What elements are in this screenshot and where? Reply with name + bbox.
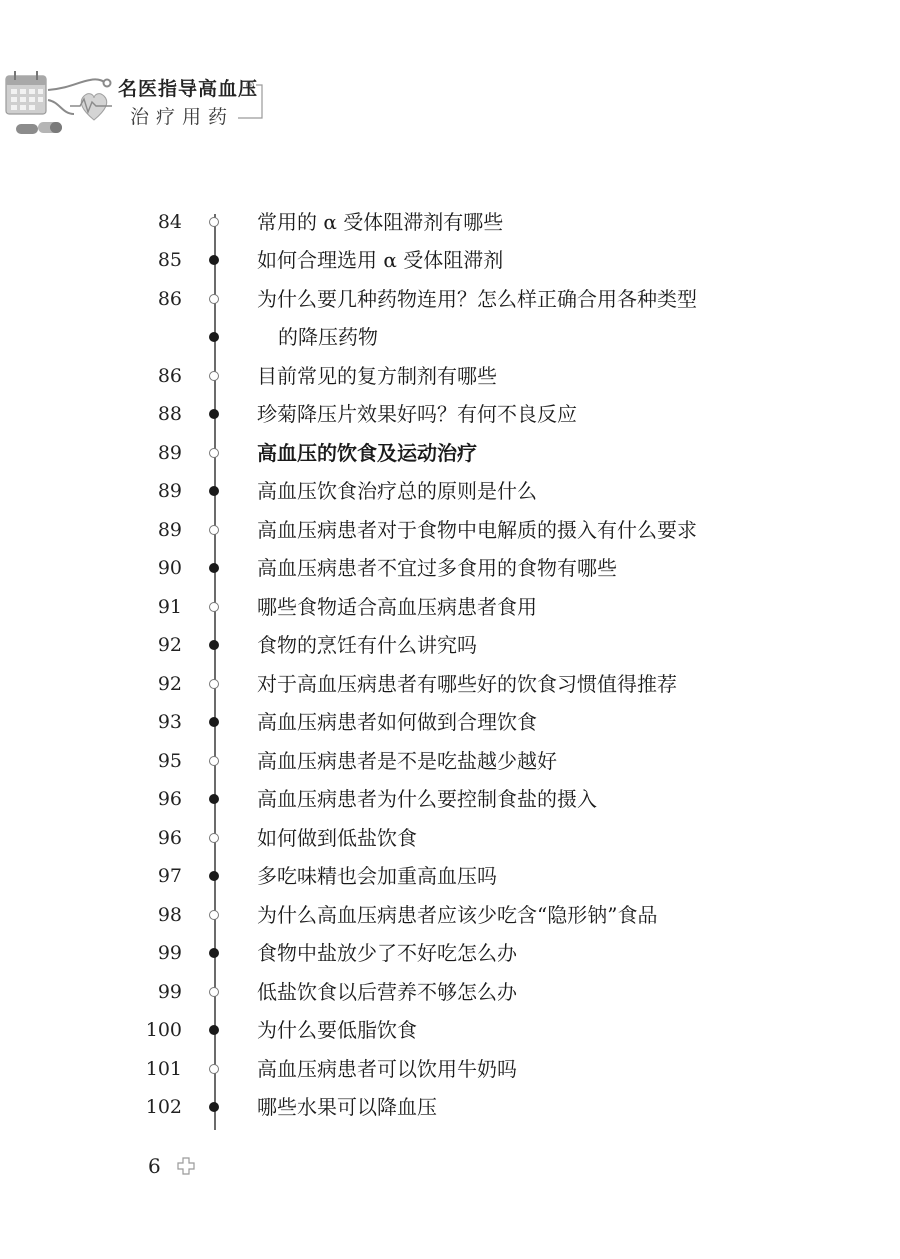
filled-dot-icon <box>209 717 219 727</box>
hollow-dot-icon <box>209 294 219 304</box>
toc-entry-title: 高血压饮食治疗总的原则是什么 <box>257 479 537 503</box>
toc-entry-title: 常用的 α 受体阻滞剂有哪些 <box>257 210 504 234</box>
toc-entry-title: 目前常见的复方制剂有哪些 <box>257 364 497 388</box>
toc-page-number: 93 <box>157 711 182 733</box>
toc-entry[interactable] <box>0 1050 900 1088</box>
toc-entry-title: 高血压病患者如何做到合理饮食 <box>257 710 537 734</box>
toc-page-number: 89 <box>157 519 182 541</box>
toc-entry[interactable] <box>0 203 900 241</box>
toc-entry[interactable] <box>0 357 900 395</box>
toc-entry-title: 为什么要低脂饮食 <box>257 1018 417 1042</box>
toc-page-number: 88 <box>157 403 182 425</box>
toc-page-number: 100 <box>145 1019 182 1041</box>
toc-page-number: 102 <box>145 1096 182 1118</box>
toc-page-number: 97 <box>157 865 182 887</box>
toc-entry[interactable] <box>0 588 900 626</box>
hollow-dot-icon <box>209 833 219 843</box>
toc-page-number: 99 <box>157 981 182 1003</box>
toc-entry[interactable] <box>0 472 900 510</box>
filled-dot-icon <box>209 640 219 650</box>
toc-entry-title: 珍菊降压片效果好吗？有何不良反应 <box>257 402 577 426</box>
hollow-dot-icon <box>209 987 219 997</box>
toc-page-number: 90 <box>157 557 182 579</box>
plus-icon <box>177 1157 195 1175</box>
filled-dot-icon <box>209 871 219 881</box>
toc-entry-title: 哪些水果可以降血压 <box>257 1095 437 1119</box>
hollow-dot-icon <box>209 448 219 458</box>
hollow-dot-icon <box>209 679 219 689</box>
filled-dot-icon <box>209 1025 219 1035</box>
book-subtitle: 治疗用药 <box>130 106 235 128</box>
toc-entry-title: 高血压病患者为什么要控制食盐的摄入 <box>257 787 597 811</box>
toc-entry[interactable] <box>0 703 900 741</box>
filled-dot-icon <box>209 486 219 496</box>
toc-page-number: 98 <box>157 904 182 926</box>
toc-entry[interactable] <box>0 626 900 664</box>
toc-page-number: 86 <box>157 288 182 310</box>
toc-page-number: 84 <box>157 211 182 233</box>
toc-page-number: 92 <box>157 673 182 695</box>
toc-entry-title: 为什么要几种药物连用？怎么样正确合用各种类型 <box>257 287 697 311</box>
toc-entry-title: 食物中盐放少了不好吃怎么办 <box>257 941 517 965</box>
hollow-dot-icon <box>209 602 219 612</box>
toc-entry-continuation[interactable] <box>0 318 900 356</box>
toc-entry[interactable] <box>0 280 900 318</box>
toc-entry[interactable] <box>0 665 900 703</box>
hollow-dot-icon <box>209 756 219 766</box>
hollow-dot-icon <box>209 525 219 535</box>
toc-entry-title: 如何做到低盐饮食 <box>257 826 417 850</box>
toc-entry[interactable] <box>0 549 900 587</box>
toc-page-number: 89 <box>157 442 182 464</box>
toc-entry-title: 如何合理选用 α 受体阻滞剂 <box>257 248 504 272</box>
toc-section-heading[interactable] <box>0 434 900 472</box>
toc-entry[interactable] <box>0 973 900 1011</box>
toc-entry[interactable] <box>0 1088 900 1126</box>
toc-entry[interactable] <box>0 395 900 433</box>
toc-entry[interactable] <box>0 241 900 279</box>
toc-entry[interactable] <box>0 896 900 934</box>
book-title: 名医指导高血压 <box>118 78 259 100</box>
toc-entry[interactable] <box>0 780 900 818</box>
toc-entry-title: 高血压病患者可以饮用牛奶吗 <box>257 1057 517 1081</box>
toc-entry-title: 对于高血压病患者有哪些好的饮食习惯值得推荐 <box>257 672 677 696</box>
toc-entry-title: 高血压病患者是不是吃盐越少越好 <box>257 749 557 773</box>
toc-entry-title: 多吃味精也会加重高血压吗 <box>257 864 497 888</box>
toc-page-number: 91 <box>157 596 182 618</box>
toc-page-number: 99 <box>157 942 182 964</box>
hollow-dot-icon <box>209 1064 219 1074</box>
page-number: 6 <box>148 1154 161 1178</box>
toc-section-title: 高血压的饮食及运动治疗 <box>257 441 477 465</box>
filled-dot-icon <box>209 948 219 958</box>
toc-page-number: 101 <box>145 1058 182 1080</box>
toc-entry-title: 的降压药物 <box>278 325 378 349</box>
toc-entry[interactable] <box>0 857 900 895</box>
hollow-dot-icon <box>209 217 219 227</box>
hollow-dot-icon <box>209 910 219 920</box>
toc-entry[interactable] <box>0 742 900 780</box>
filled-dot-icon <box>209 332 219 342</box>
toc-entry-title: 哪些食物适合高血压病患者食用 <box>257 595 537 619</box>
toc-page-number: 85 <box>157 249 182 271</box>
filled-dot-icon <box>209 1102 219 1112</box>
toc-entry-title: 高血压病患者不宜过多食用的食物有哪些 <box>257 556 617 580</box>
toc-page-number: 86 <box>157 365 182 387</box>
toc-entry-title: 低盐饮食以后营养不够怎么办 <box>257 980 517 1004</box>
toc-entry[interactable] <box>0 1011 900 1049</box>
toc-entry-title: 为什么高血压病患者应该少吃含“隐形钠”食品 <box>257 903 658 927</box>
toc-page-number: 95 <box>157 750 182 772</box>
toc-page-number: 92 <box>157 634 182 656</box>
toc-page-number: 89 <box>157 480 182 502</box>
toc-entry-title: 高血压病患者对于食物中电解质的摄入有什么要求 <box>257 518 697 542</box>
toc-entry-title: 食物的烹饪有什么讲究吗 <box>257 633 477 657</box>
toc-entry[interactable] <box>0 511 900 549</box>
filled-dot-icon <box>209 563 219 573</box>
toc-page-number: 96 <box>157 827 182 849</box>
toc-entry[interactable] <box>0 819 900 857</box>
filled-dot-icon <box>209 409 219 419</box>
hollow-dot-icon <box>209 371 219 381</box>
filled-dot-icon <box>209 794 219 804</box>
toc-entry[interactable] <box>0 934 900 972</box>
toc-page-number: 96 <box>157 788 182 810</box>
filled-dot-icon <box>209 255 219 265</box>
